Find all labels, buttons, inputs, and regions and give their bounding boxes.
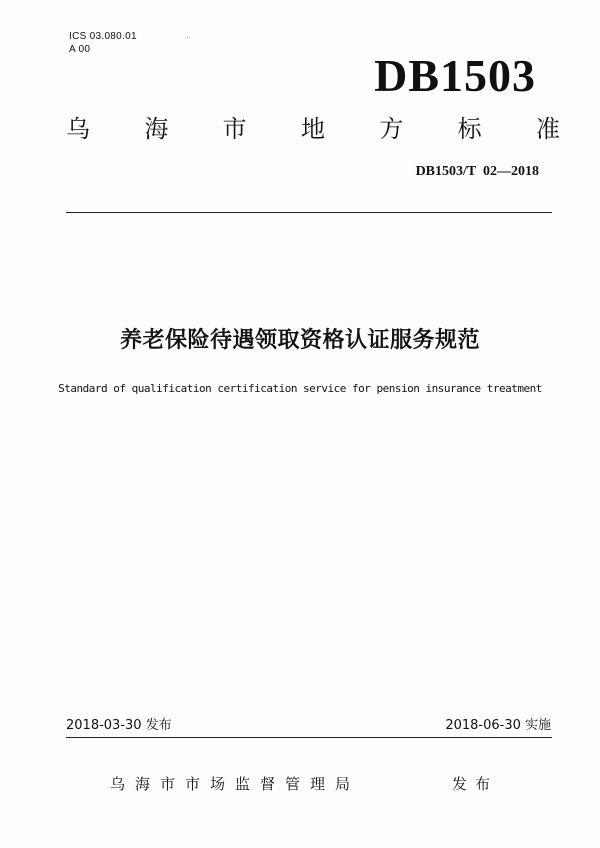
standard-number: DB1503/T 02—2018 [415, 164, 539, 179]
standard-type-char: 准 [535, 115, 560, 143]
standard-type-char: 海 [144, 115, 169, 143]
issue-date: 2018-03-30 发布 [66, 718, 172, 733]
issue-label: 发布 [452, 775, 499, 793]
implementation-date: 2018-06-30 实施 [445, 718, 551, 733]
standard-type-char: 地 [300, 115, 325, 143]
header-divider [66, 212, 552, 213]
standard-type-char: 乌 [66, 115, 90, 143]
scan-speck [187, 37, 188, 38]
issuing-authority: 乌海市市场监督管理局 [110, 775, 361, 793]
footer-divider [66, 737, 552, 738]
document-code: DB1503 [374, 50, 536, 101]
document-title-chinese: 养老保险待遇领取资格认证服务规范 [119, 328, 480, 353]
ccs-code: A 00 [69, 44, 91, 55]
classification-block [69, 30, 137, 56]
standard-type-char: 市 [222, 115, 247, 143]
standard-type-char: 方 [379, 115, 404, 143]
ics-code: ICS 03.080.01 [69, 31, 137, 42]
document-title-english: Standard of qualification certification service for pension insurance treatment [58, 382, 542, 395]
standard-type-heading [66, 114, 560, 144]
standard-type-char: 标 [457, 115, 482, 143]
